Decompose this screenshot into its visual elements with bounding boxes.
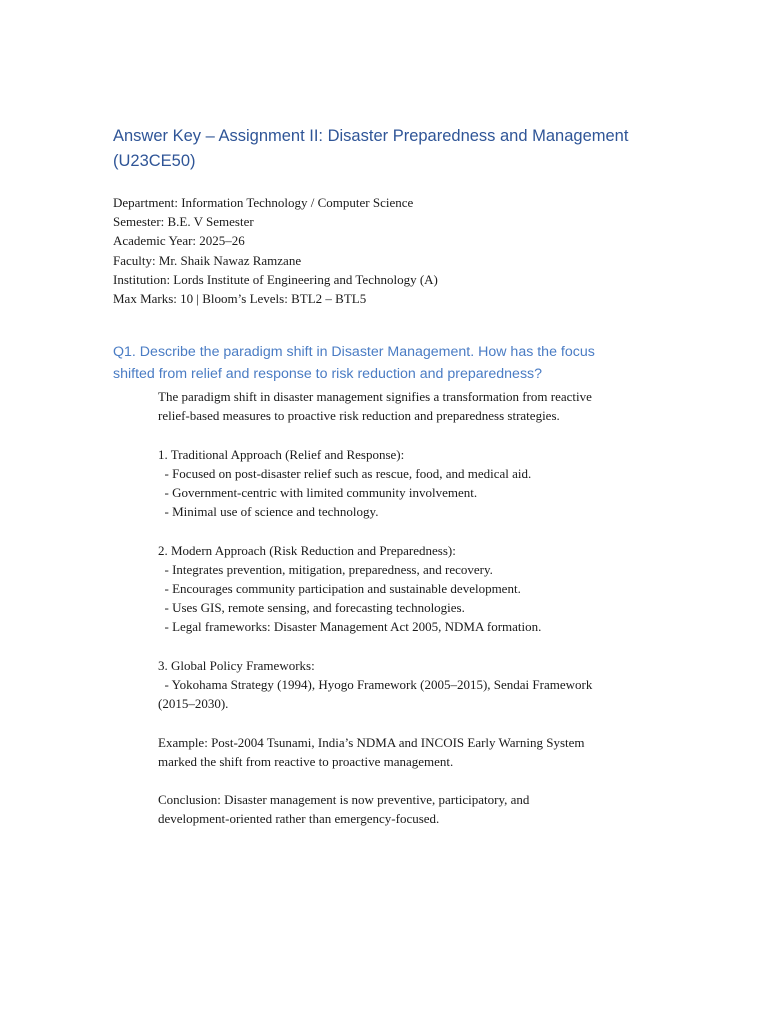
section-2-bullet-1: - Integrates prevention, mitigation, preparedness, and recovery.: [158, 561, 493, 577]
section-2-heading: 2. Modern Approach (Risk Reduction and Preparedness):: [158, 542, 456, 558]
section-3-bullet-1-line-1: - Yokohama Strategy (1994), Hyogo Framework (2005–2015), Sendai Framework: [158, 677, 593, 692]
title-line-2: (U23CE50): [113, 152, 196, 170]
title-line-1: Answer Key – Assignment II: Disaster Preparedness and Management: [113, 127, 629, 145]
section-1-bullet-3: - Minimal use of science and technology.: [158, 504, 379, 520]
meta-marks: Max Marks: 10 | Bloom’s Levels: BTL2 – BTL5: [113, 291, 367, 307]
paragraph-gap: [158, 637, 658, 656]
meta-faculty: Faculty: Mr. Shaik Nawaz Ramzane: [113, 252, 302, 268]
section-3-heading: 3. Global Policy Frameworks:: [158, 657, 315, 673]
answer-body: [158, 387, 658, 829]
answer-intro-line-2: relief-based measures to proactive risk reduction and preparedness strategies.: [158, 408, 560, 424]
question-line-1: Q1. Describe the paradigm shift in Disaster Management. How has the focus: [113, 344, 595, 360]
section-1-heading: 1. Traditional Approach (Relief and Response):: [158, 446, 405, 462]
paragraph-gap: [158, 425, 658, 444]
meta-institution: Institution: Lords Institute of Engineering and Technology (A): [113, 271, 438, 287]
question-heading: [113, 341, 673, 385]
section-2-bullet-4: - Legal frameworks: Disaster Management Act 2005, NDMA formation.: [158, 619, 542, 635]
section-2-bullet-2: - Encourages community participation and sustainable development.: [158, 581, 521, 596]
question-line-2: shifted from relief and response to risk reduction and preparedness?: [113, 366, 543, 382]
example-line-1: Example: Post-2004 Tsunami, India’s NDMA and INCOIS Early Warning System: [158, 734, 585, 750]
conclusion-line-1: Conclusion: Disaster management is now preventive, participatory, and: [158, 792, 530, 808]
section-1-bullet-1: - Focused on post-disaster relief such as rescue, food, and medical aid.: [158, 465, 532, 481]
section-3-bullet-1-line-2: (2015–2030).: [158, 696, 229, 712]
paragraph-gap: [158, 713, 658, 732]
meta-academic-year: Academic Year: 2025–26: [113, 233, 245, 249]
section-2-bullet-3: - Uses GIS, remote sensing, and forecasting technologies.: [158, 600, 465, 616]
paragraph-gap: [158, 521, 658, 540]
conclusion-line-2: development-oriented rather than emergency-focused.: [158, 811, 440, 827]
paragraph-gap: [158, 771, 658, 790]
page-title: [113, 124, 673, 174]
example-line-2: marked the shift from reactive to proactive management.: [158, 753, 454, 769]
answer-intro-line-1: The paradigm shift in disaster management signifies a transformation from reactive: [158, 389, 592, 404]
document-meta: [113, 193, 438, 308]
section-1-bullet-2: - Government-centric with limited community involvement.: [158, 485, 478, 500]
meta-department: Department: Information Technology / Computer Science: [113, 195, 414, 210]
meta-semester: Semester: B.E. V Semester: [113, 214, 254, 230]
